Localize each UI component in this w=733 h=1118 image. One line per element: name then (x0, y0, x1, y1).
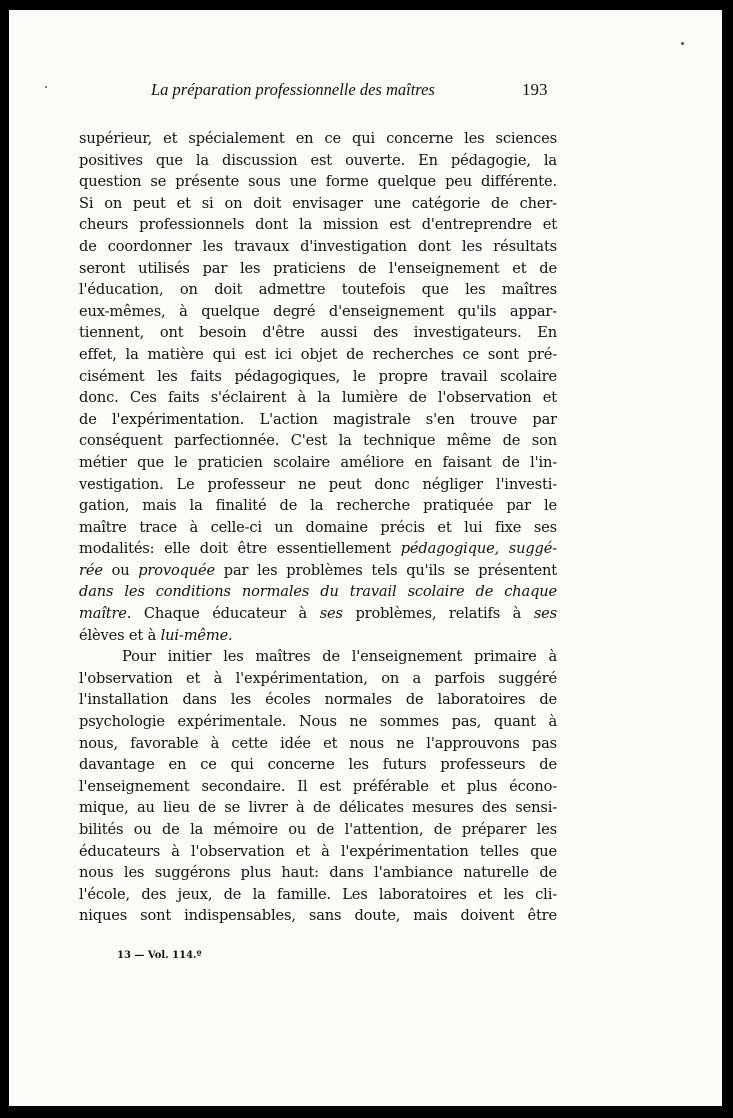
text-line (79, 819, 557, 841)
text-segment: mique, au lieu de se livrer à de délicates mesures des sensi- (79, 799, 557, 817)
text-line (79, 387, 557, 409)
text-segment: seront utilisés par les praticiens de l'enseignement et de (79, 259, 557, 277)
text-line (79, 884, 557, 906)
text-line (79, 538, 557, 560)
text-segment: modalités: elle doit être essentiellement (79, 540, 401, 558)
text-line (79, 517, 557, 539)
text-segment: nous, favorable à cette idée et nous ne l'approuvons pas (79, 734, 557, 752)
text-line (79, 733, 557, 755)
text-segment: l'observation et à l'expérimentation, on a parfois suggéré (79, 669, 557, 687)
text-line (79, 495, 557, 517)
text-line (79, 797, 557, 819)
text-segment: nous les suggérons plus haut: dans l'ambiance naturelle de (79, 864, 557, 882)
text-line (79, 560, 557, 582)
text-line (79, 344, 557, 366)
text-line (79, 668, 557, 690)
text-segment: tiennent, ont besoin d'être aussi des investigateurs. En (79, 324, 557, 342)
text-line (79, 236, 557, 258)
text-line (79, 776, 557, 798)
text-segment: l'éducation, on doit admettre toutefois que les maîtres (79, 281, 557, 299)
running-title: La préparation professionnelle des maîtres (151, 80, 435, 99)
text-segment: question se présente sous une forme quelque peu différente. (79, 173, 557, 191)
text-line (79, 366, 557, 388)
text-line (79, 128, 557, 150)
italic-text: pédagogique, suggé- (400, 540, 558, 558)
text-segment: gation, mais la finalité de la recherche pratiquée par le (79, 497, 557, 515)
text-segment: éducateurs à l'observation et à l'expérimentation telles que (79, 842, 557, 860)
text-segment: par les problèmes tels qu'ils se présentent (215, 561, 557, 579)
text-segment: maître trace à celle-ci un domaine précis et lui fixe ses (79, 518, 557, 536)
text-line (79, 150, 557, 172)
text-line (79, 171, 557, 193)
text-line (79, 754, 557, 776)
text-line (79, 625, 557, 647)
text-line (79, 689, 557, 711)
text-segment: Chaque éducateur à (131, 605, 320, 623)
text-segment: de coordonner les travaux d'investigation dont les résultats (79, 237, 557, 255)
text-line (79, 841, 557, 863)
text-segment: métier que le praticien scolaire améliore en faisant de l'in- (79, 453, 557, 471)
book-page (9, 10, 722, 1106)
text-segment: l'enseignement secondaire. Il est préférable et plus écono- (79, 777, 557, 795)
paper-speck (681, 42, 684, 45)
text-segment: élèves et à (79, 626, 161, 644)
text-segment: effet, la matière qui est ici objet de recherches ce sont pré- (79, 345, 557, 363)
text-line (79, 301, 557, 323)
text-segment: Si on peut et si on doit envisager une catégorie de cher- (79, 194, 557, 212)
text-line (79, 193, 557, 215)
italic-text: ses (533, 605, 557, 623)
italic-text: rée (79, 561, 103, 579)
text-segment: psychologie expérimentale. Nous ne sommes pas, quant à (79, 713, 557, 731)
text-segment: donc. Ces faits s'éclairent à la lumière de l'observation et (79, 389, 557, 407)
text-segment: davantage en ce qui concerne les futurs professeurs de (79, 756, 557, 774)
text-line (79, 905, 557, 927)
italic-text: ses (319, 605, 343, 623)
text-segment: positives que la discussion est ouverte. En pédagogie, la (79, 151, 557, 169)
text-segment: niques sont indispensables, sans doute, mais doivent être (79, 907, 557, 925)
page-number: 193 (522, 80, 548, 99)
text-segment: de l'expérimentation. L'action magistrale s'en trouve par (79, 410, 557, 428)
text-segment: l'école, des jeux, de la famille. Les laboratoires et les cli- (79, 885, 557, 903)
text-line (79, 258, 557, 280)
text-line (79, 409, 557, 431)
text-line (79, 646, 557, 668)
text-line (79, 711, 557, 733)
text-segment: problèmes, relatifs à (342, 605, 534, 623)
text-segment: cheurs professionnels dont la mission est d'entreprendre et (79, 216, 557, 234)
text-segment: ou (102, 561, 139, 579)
text-segment: conséquent parfectionnée. C'est la technique même de son (79, 432, 557, 450)
text-line (79, 279, 557, 301)
text-line (79, 452, 557, 474)
italic-text: provoquée (138, 561, 216, 579)
text-line (79, 214, 557, 236)
text-line (79, 430, 557, 452)
text-line (79, 581, 557, 603)
text-segment: Pour initier les maîtres de l'enseignement primaire à (122, 648, 557, 666)
printer-signature: 13 — Vol. 114.º (117, 950, 202, 961)
text-segment: eux-mêmes, à quelque degré d'enseignement qu'ils appar- (79, 302, 557, 320)
text-line (79, 322, 557, 344)
text-line (79, 474, 557, 496)
text-line (79, 862, 557, 884)
body-text (79, 128, 557, 927)
text-segment: supérieur, et spécialement en ce qui concerne les sciences (79, 130, 557, 147)
text-segment: cisément les faits pédagogiques, le propre travail scolaire (79, 367, 557, 385)
italic-text: maître. (79, 605, 132, 623)
italic-text: dans les conditions normales du travail scolaire de chaque (79, 583, 557, 601)
text-segment: vestigation. Le professeur ne peut donc négliger l'investi- (79, 475, 557, 493)
page-header (9, 80, 722, 104)
text-segment: l'installation dans les écoles normales de laboratoires de (79, 691, 557, 709)
paper-speck (45, 86, 47, 88)
text-line (79, 603, 557, 625)
italic-text: lui-même. (160, 626, 233, 644)
text-segment: bilités ou de la mémoire ou de l'attention, de préparer les (79, 821, 557, 838)
